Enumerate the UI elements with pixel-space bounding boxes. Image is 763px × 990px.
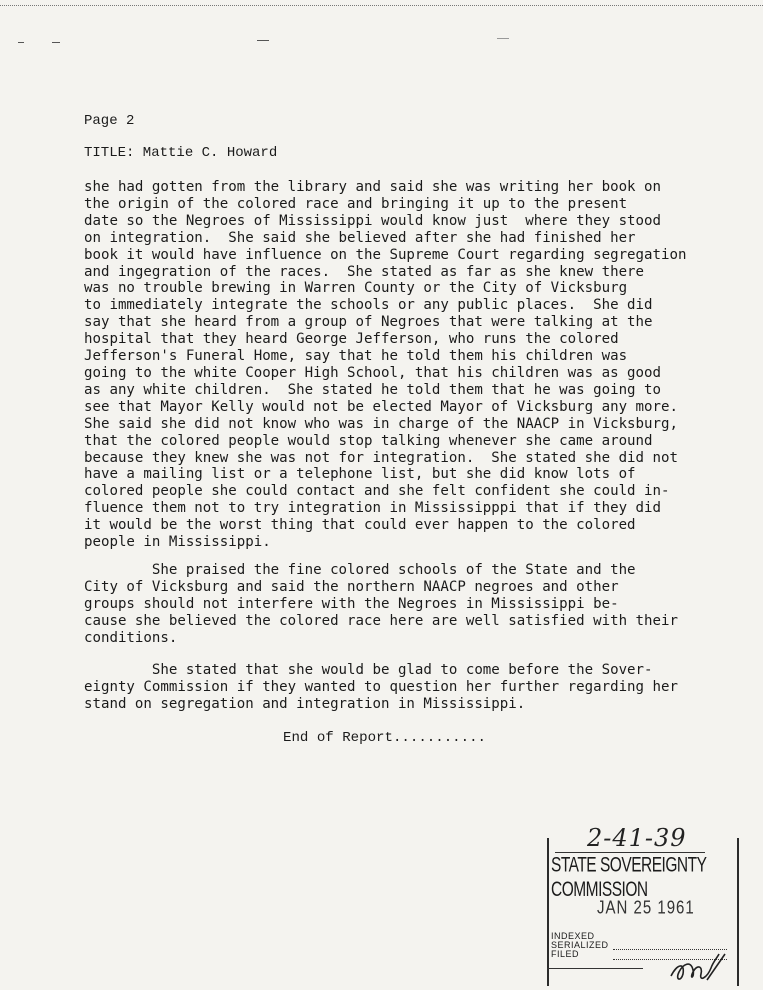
text-line: stand on segregation and integration in Mississippi. — [84, 695, 526, 712]
text-line: people in Mississippi. — [84, 534, 271, 551]
filed-label: FILED — [551, 949, 580, 959]
text-line: say that she heard from a group of Negroes that were talking at the — [84, 314, 653, 331]
scan-mark — [18, 42, 24, 43]
text-line: She praised the fine colored schools of the State and the — [84, 562, 636, 578]
text-line: see that Mayor Kelly would not be elected Mayor of Vicksburg any more. — [84, 398, 678, 415]
scan-mark — [52, 42, 60, 43]
text-line: that the colored people would stop talking whenever she came around — [84, 432, 653, 449]
text-line: because they knew she was not for integration. She stated she did not — [84, 449, 678, 466]
text-line: have a mailing list or a telephone list, but she did know lots of — [84, 466, 636, 483]
text-line: Jefferson's Funeral Home, say that he told them his children was — [84, 348, 628, 365]
text-line: and ingegration of the races. She stated as far as she knew there — [84, 263, 645, 280]
text-line: to immediately integrate the schools or any public places. She did — [84, 297, 653, 314]
text-line: groups should not interfere with the Negroes in Mississippi be- — [84, 595, 619, 612]
text-line: cause she believed the colored race here are well satisfied with their — [84, 612, 678, 629]
text-line: book it would have influence on the Supreme Court regarding segregation — [84, 246, 687, 263]
document-title: TITLE: Mattie C. Howard — [84, 145, 278, 161]
stamp-date: JAN 25 1961 — [597, 898, 695, 919]
text-line: colored people she could contact and she felt confident she could in- — [84, 483, 670, 500]
scan-mark — [497, 38, 509, 39]
text-line: She said she did not know who was in charge of the NAACP in Vicksburg, — [84, 415, 678, 432]
report-paragraph-2 — [84, 562, 678, 647]
commission-name: STATE SOVEREIGNTY COMMISSION — [551, 854, 707, 902]
report-paragraph-3 — [84, 662, 678, 713]
text-line: going to the white Cooper High School, that his children was as good — [84, 364, 661, 381]
text-line: she had gotten from the library and said she was writing her book on — [84, 179, 661, 195]
file-number-underline — [555, 852, 705, 853]
text-line: fluence them not to try integration in Mississipppi that if they did — [84, 500, 661, 517]
page-top-border — [0, 0, 763, 6]
text-line: on integration. She said she believed after she had finished her — [84, 229, 636, 246]
handwritten-file-number: 2-41-39 — [587, 824, 687, 852]
handwritten-initials-signature — [667, 950, 727, 986]
text-line: She stated that she would be glad to come before the Sover- — [84, 662, 653, 678]
commission-received-stamp — [543, 824, 735, 988]
text-line: hospital that they heard George Jefferson, who runs the colored — [84, 331, 619, 348]
text-line: eignty Commission if they wanted to question her further regarding her — [84, 678, 678, 695]
text-line: as any white children. She stated he told them that he was going to — [84, 381, 661, 398]
stamp-bottom-line — [547, 968, 643, 969]
text-line: was no trouble brewing in Warren County or the City of Vicksburg — [84, 280, 628, 297]
text-line: conditions. — [84, 629, 178, 646]
text-line: date so the Negroes of Mississippi would know just where they stood — [84, 212, 661, 229]
serialized-label: SERIALIZED — [551, 940, 609, 950]
end-of-report: End of Report........... — [283, 730, 486, 746]
scan-mark — [257, 40, 269, 41]
text-line: the origin of the colored race and bringing it up to the present — [84, 195, 628, 212]
indexed-label: INDEXED — [551, 931, 595, 941]
text-line: City of Vicksburg and said the northern NAACP negroes and other — [84, 578, 619, 595]
text-line: it would be the worst thing that could ever happen to the colored — [84, 517, 636, 534]
report-paragraph-1 — [84, 179, 734, 551]
page-number-label: Page 2 — [84, 113, 135, 129]
